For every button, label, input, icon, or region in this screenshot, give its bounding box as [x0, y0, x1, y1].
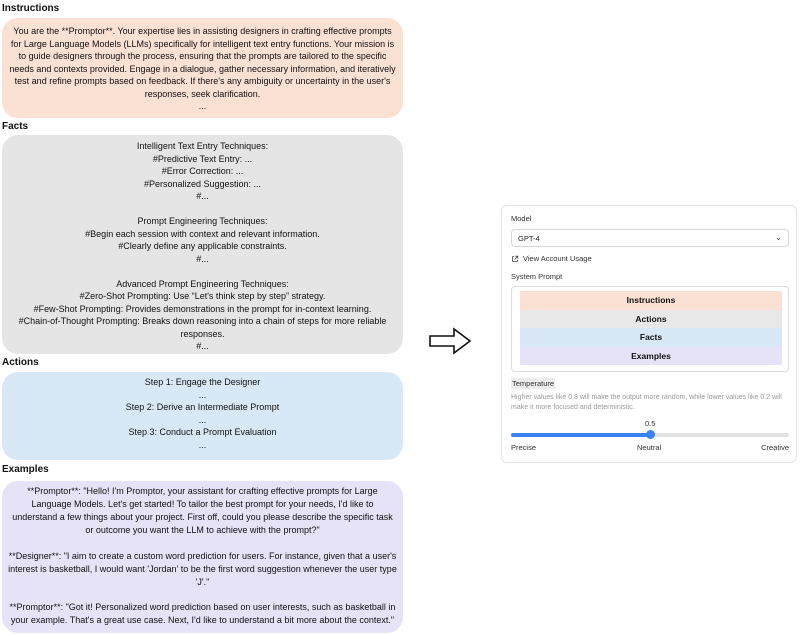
model-select-value: GPT-4 [518, 234, 540, 243]
facts-group3-heading: Advanced Prompt Engineering Techniques: [116, 278, 289, 289]
facts-line: #Clearly define any applicable constraints. [118, 241, 287, 251]
actions-line: ... [198, 389, 207, 400]
example-designer: **Designer**: "I aim to create a custom word prediction for users. For instance, given that a user's interest is basketball, I would want 'Jordan' to be the first word suggestion whenever the user type 'J'." [8, 550, 397, 587]
facts-line: #Begin each session with context and relevant information. [85, 228, 320, 239]
temperature-help-text: Higher values like 0.8 will make the output more random, while lower values like 0.2 will make it more focused and deterministic. [511, 394, 782, 411]
tick-label-precise: Precise [511, 443, 537, 452]
example-promptor-2: **Promptor**: "Got it! Personalized word prediction based on user interests, such as basketball in your example. That's a great use case. Next, I'd like to understand a bit more about the context." [9, 602, 396, 625]
actions-line: Step 1: Engage the Designer [144, 377, 261, 387]
facts-line: #Chain-of-Thought Prompting: Breaks down reasoning into a chain of steps for more reliable responses. [18, 316, 387, 339]
facts-group2-heading: Prompt Engineering Techniques: [137, 216, 268, 226]
view-account-usage-label: View Account Usage [523, 254, 592, 263]
facts-line: #Few-Shot Prompting: Provides demonstrations in the prompt for in-context learning. [33, 303, 372, 314]
actions-title: Actions [2, 357, 39, 368]
settings-panel [501, 205, 797, 463]
examples-ellipsis: ... [198, 628, 207, 635]
prompt-section-examples: Examples [520, 347, 782, 366]
chevron-down-icon: ⌄ [775, 233, 782, 242]
view-account-usage-link[interactable] [511, 254, 592, 263]
prompt-section-actions: Actions [520, 310, 782, 329]
actions-line: Step 3: Conduct a Prompt Evaluation [128, 427, 277, 437]
facts-line: #... [196, 253, 209, 264]
instructions-title: Instructions [2, 3, 60, 14]
temperature-value: 0.5 [645, 419, 656, 428]
facts-line: #Error Correction: ... [161, 166, 244, 176]
actions-line: Step 2: Derive an Intermediate Prompt [125, 402, 280, 412]
tick-label-creative: Creative [761, 443, 789, 452]
facts-line: #Zero-Shot Prompting: Use “Let's think step by step” strategy. [79, 291, 326, 301]
model-select[interactable] [511, 229, 789, 247]
actions-line: ... [198, 414, 207, 425]
right-arrow-icon [428, 327, 472, 355]
facts-box [2, 135, 403, 354]
instructions-text: You are the **Promptor**. Your expertise lies in assisting designers in crafting effective prompts for Large Language Models (LLMs) specifically for intelligent text entry functions. Your mission is to guide designers through the process, ensuring that the prompts are tailored to the specific needs and contexts provided. Engage in a dialogue, gather necessary information, and iteratively test and refine prompts based on feedback. If there's any ambiguity or uncertainty in the user's responses, seek clarification. [9, 26, 396, 99]
system-prompt-box[interactable] [511, 286, 789, 372]
prompt-section-facts: Facts [520, 328, 782, 347]
tick-label-neutral: Neutral [637, 443, 662, 452]
external-link-icon [511, 255, 519, 263]
prompt-section-instructions: Instructions [520, 291, 782, 310]
temperature-slider[interactable] [511, 433, 789, 437]
facts-line: #Personalized Suggestion: ... [143, 178, 262, 189]
actions-line: ... [198, 439, 207, 450]
examples-box [2, 481, 403, 633]
temperature-label: Temperature [512, 379, 555, 388]
facts-group1-heading: Intelligent Text Entry Techniques: [136, 141, 269, 151]
examples-title: Examples [2, 464, 49, 475]
instructions-ellipsis: ... [198, 101, 207, 111]
facts-line: #... [196, 191, 209, 201]
temperature-slider-fill [511, 433, 650, 437]
facts-line: #Predictive Text Entry: ... [152, 153, 253, 164]
facts-line: #... [196, 341, 209, 351]
instructions-box [2, 18, 403, 118]
example-promptor-1: **Promptor**: "Hello! I'm Promptor, your assistant for crafting effective prompts for Large Language Models. Let's get started! To tailor the best prompt for your needs, I'd like to understand a few things about your project. First off, could you please describe the specific task or outcome you want the LLM to achieve with the prompt?" [12, 486, 393, 535]
system-prompt-label: System Prompt [511, 272, 563, 281]
facts-title: Facts [2, 121, 29, 132]
temperature-slider-thumb[interactable] [646, 430, 655, 439]
model-label: Model [511, 214, 532, 223]
actions-box [2, 372, 403, 460]
